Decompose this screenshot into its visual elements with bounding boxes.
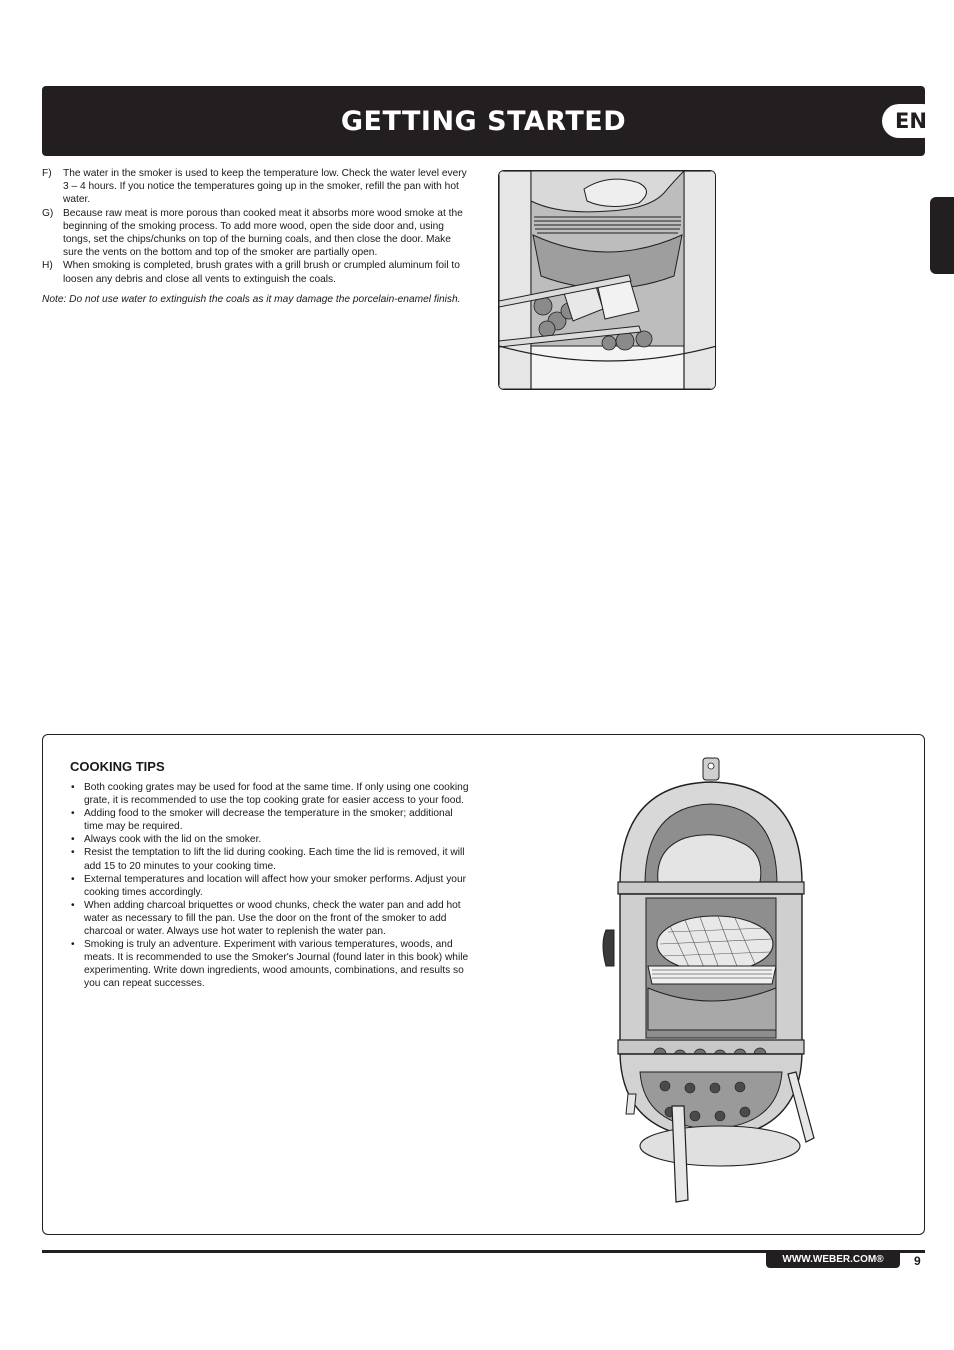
step-letter: F) [42, 168, 52, 179]
step-h [42, 259, 470, 285]
step-text: The water in the smoker is used to keep the temperature low. Check the water level every 3 – 4 hours. If you notice the temperatures going up in the smoker, refill the pan with hot water. [63, 168, 467, 206]
smoker-image [600, 754, 822, 1214]
step-g [42, 207, 470, 260]
page-title: GETTING STARTED [340, 106, 627, 137]
language-badge: EN [882, 104, 940, 138]
list-item: • Both cooking grates may be used for food at the same time. If only using one cooking grate, it is recommended to use the top cooking grate for easier access to your food. [70, 781, 472, 807]
note-text: Note: Do not use water to extinguish the coals as it may damage the porcelain-enamel finish. [42, 293, 461, 305]
step-letter: G) [42, 207, 54, 219]
website-link[interactable]: WWW.WEBER.COM® [766, 1251, 900, 1268]
list-item: • Resist the temptation to lift the lid during cooking. Each time the lid is removed, it will add 15 to 20 minutes to your cooking time. [70, 846, 472, 872]
smoker-cutaway-illustration [600, 754, 822, 1214]
step-text: Because raw meat is more porous than cooked meat it absorbs more wood smoke at the beginning of the smoking process. To add more wood, open the side door and, using tongs, set the chips/chunks on top of the burning coals, and then close the door. Make sure the vents on the bottom and top of the smoker are partially open. [63, 207, 463, 259]
list-item: • Smoking is truly an adventure. Experiment with various temperatures, woods, and meats. It is recommended to use the Smoker's Journal (found later in this book) while experimenting. Write down ingredients, wood amounts, combinations, and results so you can repeat successes. [70, 938, 472, 990]
page-number: 9 [914, 1254, 921, 1268]
section-tab [930, 197, 954, 274]
cooking-tips-heading: COOKING TIPS [70, 759, 165, 774]
adding-wood-image [499, 171, 716, 390]
step-letter: H) [42, 260, 53, 272]
adding-wood-illustration [498, 170, 716, 390]
list-item: • When adding charcoal briquettes or wood chunks, check the water pan and add hot water as necessary to fill the pan. Use the door on the front of the smoker to add charcoal or water. Always use hot water to replenish the water pan. [70, 899, 472, 938]
step-f [42, 167, 470, 207]
header-bar [42, 86, 925, 156]
list-item: • External temperatures and location will affect how your smoker performs. Adjust your cooking times accordingly. [70, 873, 472, 899]
cooking-tips-list [70, 781, 472, 991]
list-item: • Adding food to the smoker will decrease the temperature in the smoker; additional time may be required. [70, 807, 472, 833]
step-text: When smoking is completed, brush grates with a grill brush or crumpled aluminum foil to loosen any debris and close all vents to extinguish the coals. [63, 260, 460, 285]
list-item: • Always cook with the lid on the smoker. [70, 833, 472, 846]
instruction-steps [42, 167, 470, 306]
